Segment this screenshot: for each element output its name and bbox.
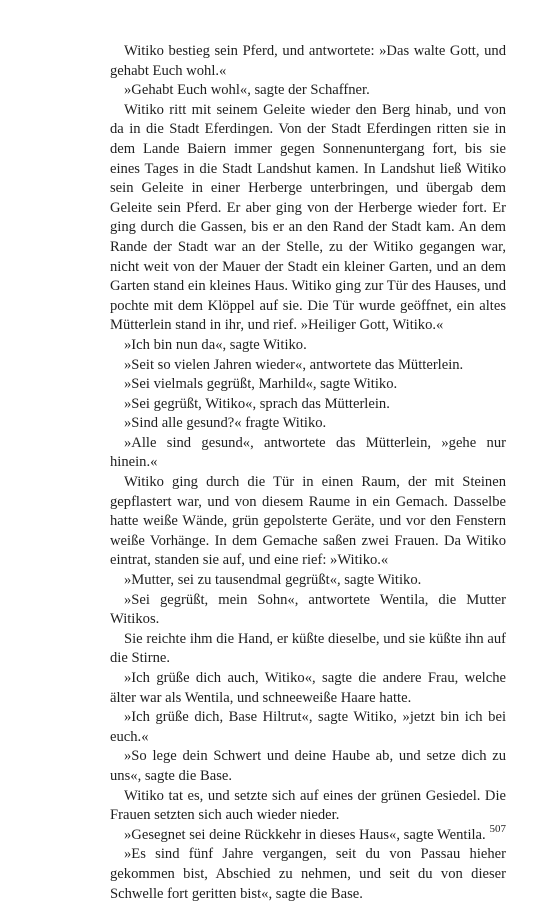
- paragraph: Witiko ging durch die Tür in einen Raum, der mit Steinen gepflastert war, und von diesem Raume in ein Gemach. Dasselbe hatte weiße Wände, grün gepolsterte Geräte, und vor den Fenstern weiße Vorhänge. In dem Gemache saßen zwei Frauen. Da Witiko eintrat, standen sie auf, und eine rief: »Witiko.«: [110, 474, 506, 569]
- paragraph: »Sind alle gesund?« fragte Witiko.: [124, 415, 327, 432]
- paragraph: Witiko bestieg sein Pferd, und antwortete: »Das walte Gott, und gehabt Euch wohl.«: [110, 43, 506, 79]
- paragraph: »Sei gegrüßt, Witiko«, sprach das Mütterlein.: [124, 395, 390, 412]
- paragraph: »Seit so vielen Jahren wieder«, antwortete das Mütterlein.: [124, 356, 464, 373]
- paragraph: Witiko ritt mit seinem Geleite wieder den Berg hinab, und von da in die Stadt Eferdingen. Von der Stadt Eferdingen ritten sie in dem Lande Baiern immer gegen Sonnenuntergang fort, bis sie eines Tages in die Stadt Landshut kamen. In Landshut ließ Witiko sein Geleite in einer Herberge unterbringen, und übergab dem Geleite sein Pferd. Er aber ging von der Herberge wieder fort. Er ging durch die Gassen, bis er an den Rand der Stadt kam. An dem Rande der Stadt war an der Stelle, zu der Witiko gegangen war, nicht weit von der Mauer der Stadt ein kleiner Garten, und an dem Garten stand ein kleines Haus. Witiko ging zur Tür des Hauses, und pochte mit dem Klöppel auf sie. Die Tür wurde geöffnet, ein altes Mütterlein stand in ihr, und rief. »Heiliger Gott, Witiko.«: [110, 101, 506, 334]
- paragraph: »Ich grüße dich, Base Hiltrut«, sagte Witiko, »jetzt bin ich bei euch.«: [110, 709, 506, 745]
- paragraph: »Ich bin nun da«, sagte Witiko.: [124, 336, 307, 353]
- paragraph: »Mutter, sei zu tausendmal gegrüßt«, sagte Witiko.: [124, 572, 422, 589]
- paragraph: »Alle sind gesund«, antwortete das Mütterlein, »gehe nur hinein.«: [110, 434, 506, 471]
- paragraph: Sie reichte ihm die Hand, er küßte dieselbe, und sie küßte ihn auf die Stirne.: [110, 630, 506, 667]
- paragraph: »Sei gegrüßt, mein Sohn«, antwortete Wentila, die Mutter Witikos.: [110, 591, 506, 628]
- paragraph: »Gehabt Euch wohl«, sagte der Schaffner.: [124, 82, 370, 99]
- body-text: [110, 42, 506, 904]
- paragraph: »So lege dein Schwert und deine Haube ab, und setze dich zu uns«, sagte die Base.: [110, 748, 506, 784]
- paragraph: Witiko tat es, und setzte sich auf eines der grünen Gesiedel. Die Frauen setzten sich auch wieder nieder.: [110, 787, 506, 824]
- page-number: 507: [489, 823, 506, 835]
- paragraph: »Sei vielmals gegrüßt, Marhild«, sagte Witiko.: [124, 376, 398, 393]
- paragraph: »Ich grüße dich auch, Witiko«, sagte die andere Frau, welche älter war als Wentila, und schneeweiße Haare hatte.: [110, 670, 506, 706]
- paragraph: »Gesegnet sei deine Rückkehr in dieses Haus«, sagte Wentila.: [124, 826, 486, 843]
- paragraph: »Es sind fünf Jahre vergangen, seit du von Passau hieher gekommen bist, Abschied zu nehmen, und seit du von dieser Schwelle fort geritten bist«, sagte die Base.: [110, 846, 506, 902]
